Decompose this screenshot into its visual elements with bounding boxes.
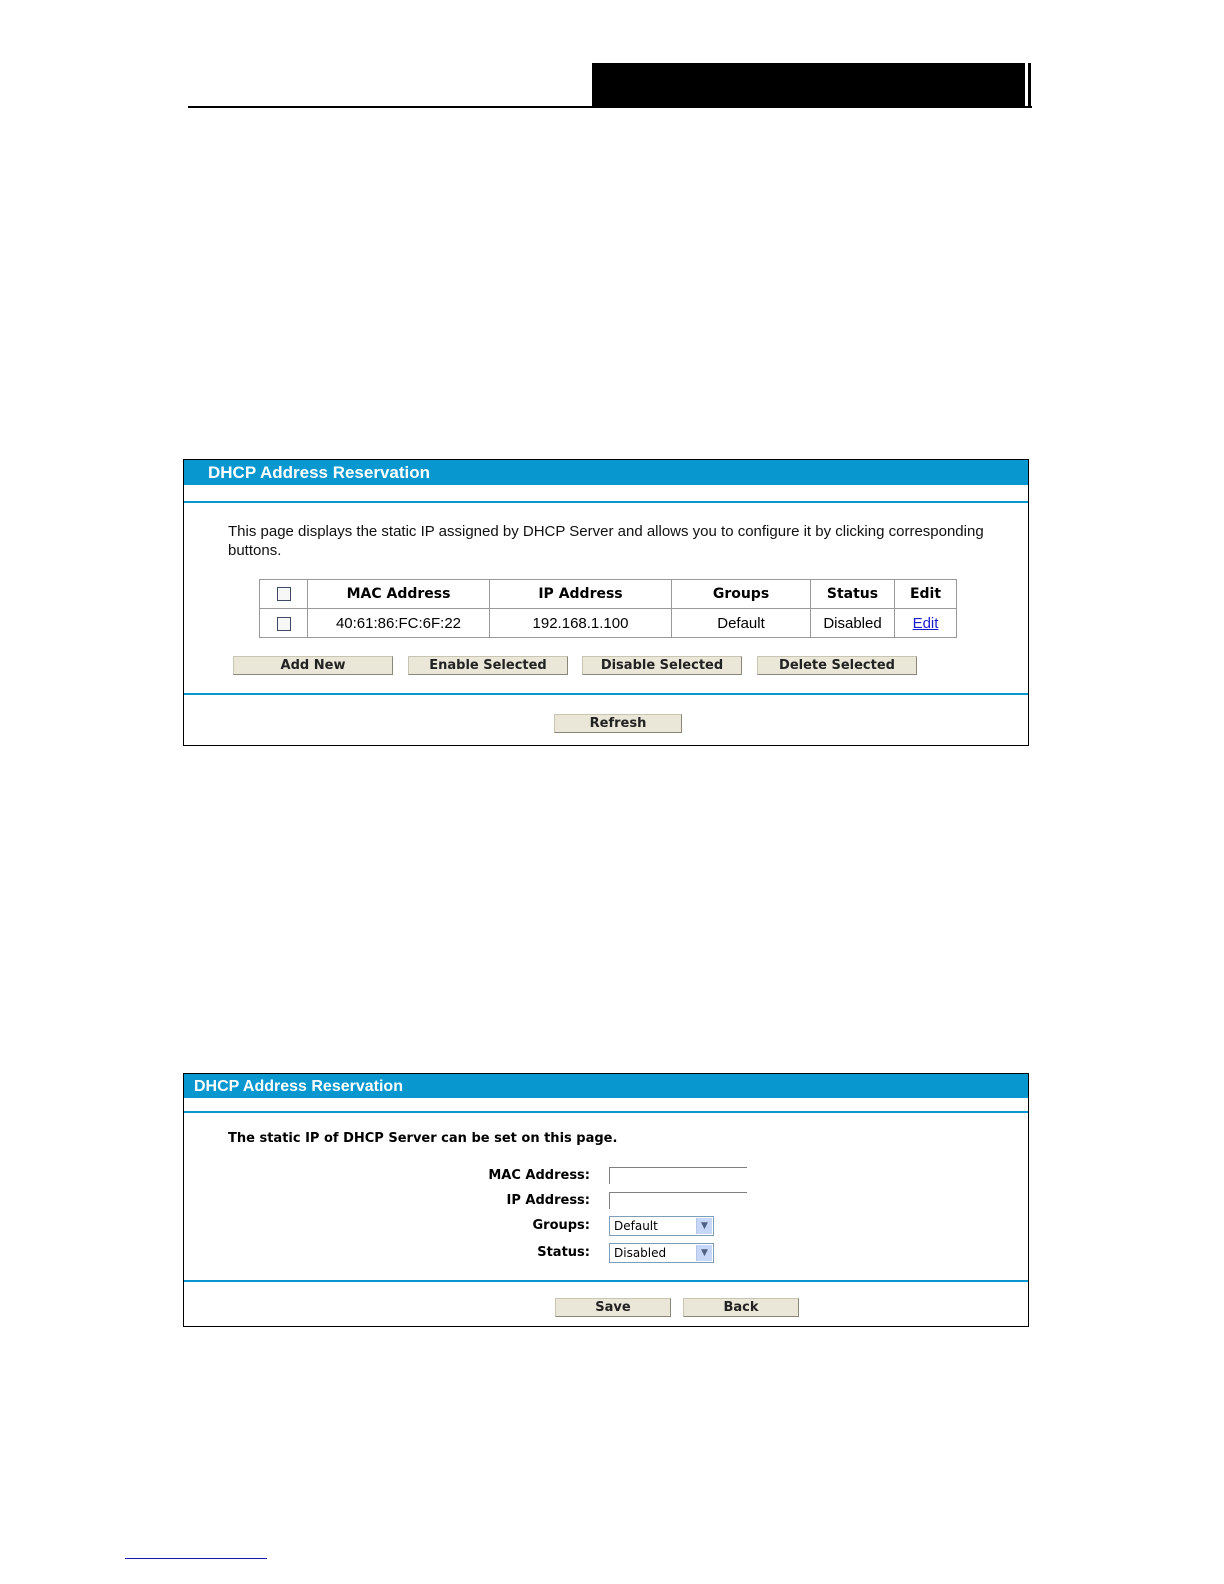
status-select[interactable] — [609, 1243, 714, 1263]
save-button[interactable]: Save — [555, 1298, 671, 1317]
footer-link-underline — [125, 1558, 267, 1559]
select-all-cell — [260, 580, 308, 609]
reservation-edit-panel — [183, 1073, 1029, 1327]
edit-link[interactable]: Edit — [912, 614, 939, 632]
page-header-rule — [188, 106, 1032, 108]
mac-address-input[interactable] — [609, 1167, 747, 1184]
column-header-edit: Edit — [895, 580, 957, 609]
table-row — [260, 609, 957, 638]
status-selected-value: Disabled — [614, 1246, 667, 1260]
divider — [184, 1111, 1028, 1113]
column-header-ip: IP Address — [490, 580, 672, 609]
status-label: Status: — [537, 1245, 590, 1260]
mac-address-label: MAC Address: — [488, 1168, 590, 1183]
cell-edit — [895, 609, 957, 638]
divider — [184, 1280, 1028, 1282]
table-header-row — [260, 580, 957, 609]
chevron-down-icon[interactable]: ▼ — [696, 1218, 712, 1234]
enable-selected-button[interactable]: Enable Selected — [408, 656, 568, 675]
divider — [184, 501, 1028, 503]
panel-title: DHCP Address Reservation — [184, 1074, 1028, 1099]
refresh-button[interactable]: Refresh — [554, 714, 682, 733]
page-description: This page displays the static IP assigned by DHCP Server and allows you to configure it by clicking corresponding buttons. — [228, 523, 984, 559]
disable-selected-button[interactable]: Disable Selected — [582, 656, 742, 675]
delete-selected-button[interactable]: Delete Selected — [757, 656, 917, 675]
groups-selected-value: Default — [614, 1219, 658, 1233]
column-header-status: Status — [811, 580, 895, 609]
ip-address-label: IP Address: — [506, 1193, 590, 1208]
page-header-edge — [1028, 63, 1031, 107]
page-header-black-block — [592, 63, 1025, 107]
reservation-list-panel — [183, 459, 1029, 746]
back-button[interactable]: Back — [683, 1298, 799, 1317]
cell-groups: Default — [672, 609, 811, 638]
page-intro: The static IP of DHCP Server can be set on this page. — [228, 1131, 618, 1146]
select-all-checkbox[interactable] — [277, 587, 291, 601]
divider — [184, 693, 1028, 695]
column-header-mac: MAC Address — [308, 580, 490, 609]
groups-select[interactable] — [609, 1216, 714, 1236]
cell-status: Disabled — [811, 609, 895, 638]
cell-ip: 192.168.1.100 — [490, 609, 672, 638]
ip-address-input[interactable] — [609, 1192, 747, 1209]
column-header-groups: Groups — [672, 580, 811, 609]
chevron-down-icon[interactable]: ▼ — [696, 1245, 712, 1261]
panel-title: DHCP Address Reservation — [184, 460, 1028, 486]
reservation-table — [259, 579, 957, 638]
row-checkbox[interactable] — [277, 617, 291, 631]
cell-mac: 40:61:86:FC:6F:22 — [308, 609, 490, 638]
groups-label: Groups: — [532, 1218, 590, 1233]
add-new-button[interactable]: Add New — [233, 656, 393, 675]
row-select-cell — [260, 609, 308, 638]
